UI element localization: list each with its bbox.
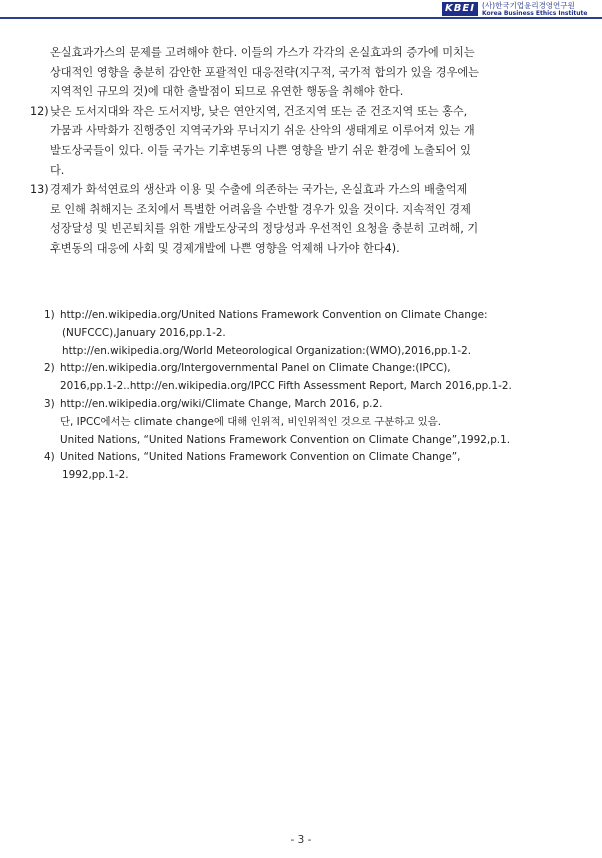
footnote-number: 2): [44, 362, 55, 375]
logo-korean-name: (사)한국기업윤리경영연구원: [482, 1, 575, 10]
footnote-number: 3): [44, 397, 55, 410]
footnote-2: [44, 360, 564, 396]
body-text: [30, 43, 570, 259]
footnote-text: [60, 396, 564, 449]
logo-text: [482, 1, 600, 17]
text-line: 가뭄과 사막화가 진행중인 지역국가와 무너지기 쉬운 산악의 생태계로 이루어져 있는 개: [50, 124, 475, 138]
footnote-line: http://en.wikipedia.org/Intergovernmental Panel on Climate Change:(IPCC),: [60, 362, 451, 375]
footnote-line: 단, IPCC에서는 climate change에 대해 인위적, 비인위적인 것으로 구분하고 있음.: [60, 415, 442, 428]
item-text: [50, 102, 570, 180]
footnotes: [44, 307, 564, 485]
logo-english-name: Korea Business Ethics Institute: [482, 10, 588, 17]
text-line: 온실효과가스의 문제를 고려해야 한다. 이들의 가스가 각각의 온실효과의 증가에 미치는: [50, 46, 475, 59]
footnote-text: [60, 360, 564, 396]
item-number: 12): [30, 104, 49, 118]
footnote-number: 1): [44, 309, 55, 321]
page-header: [0, 0, 602, 22]
intro-paragraph: [30, 43, 570, 102]
footnote-line: http://en.wikipedia.org/United Nations Framework Convention on Climate Change:: [60, 309, 488, 321]
text-line: 낮은 도서지대와 작은 도서지방, 낮은 연안지역, 건조지역 또는 준 건조지역 또는 홍수,: [50, 104, 468, 118]
footnote-number: 4): [44, 451, 55, 464]
footnote-line: 1992,pp.1-2.: [62, 469, 129, 482]
page-number: - 3 -: [290, 834, 312, 846]
footnote-line: (NUFCCC),January 2016,pp.1-2.: [62, 326, 226, 339]
footnote-1: [44, 307, 564, 360]
footnote-line: 2016,pp.1-2..http://en.wikipedia.org/IPCC Fifth Assessment Report, March 2016,pp.1-2.: [60, 380, 512, 393]
list-item-12: [30, 102, 570, 180]
header-rule: [0, 17, 602, 19]
text-line: 발도상국들이 있다. 이들 국가는 기후변동의 나쁜 영향을 받기 쉬운 환경에 노출되어 있: [50, 143, 471, 157]
footnote-text: [60, 307, 564, 360]
list-item-13: [30, 180, 570, 258]
text-line: 상대적인 영향을 충분히 감안한 포괄적인 대응전략(지구적, 국가적 합의가 있을 경우에는: [50, 65, 479, 79]
text-line: 성장달성 및 빈곤퇴치를 위한 개발도상국의 정당성과 우선적인 요청을 충분히 고려해, 기: [50, 222, 479, 236]
footnote-line: United Nations, “United Nations Framework Convention on Climate Change”,: [60, 451, 461, 464]
text-line: 후변동의 대응에 사회 및 경제개발에 나쁜 영향을 억제해 나가야 한다4).: [50, 241, 400, 255]
item-text: [50, 180, 570, 258]
footnote-line: http://en.wikipedia.org/wiki/Climate Change, March 2016, p.2.: [60, 397, 383, 410]
footnote-4: [44, 449, 564, 485]
text-line: 경제가 화석연료의 생산과 이용 및 수출에 의존하는 국가는, 온실효과 가스의 배출억제: [50, 183, 468, 197]
footnote-line: United Nations, “United Nations Framework Convention on Climate Change”,1992,p.1.: [60, 433, 511, 446]
footnote-line: http://en.wikipedia.org/World Meteorological Organization:(WMO),2016,pp.1-2.: [62, 344, 472, 357]
footnote-3: [44, 396, 564, 449]
text-line: 다.: [50, 163, 65, 177]
footnote-text: [60, 449, 564, 485]
kbei-logo: KBEI: [442, 2, 478, 16]
item-number: 13): [30, 183, 49, 197]
text-line: 로 인해 취해지는 조치에서 특별한 어려움을 수반할 경우가 있을 것이다. 지속적인 경제: [50, 202, 471, 216]
text-line: 지역적인 규모의 것)에 대한 출발점이 되므로 유연한 행동을 취해야 한다.: [50, 85, 404, 99]
